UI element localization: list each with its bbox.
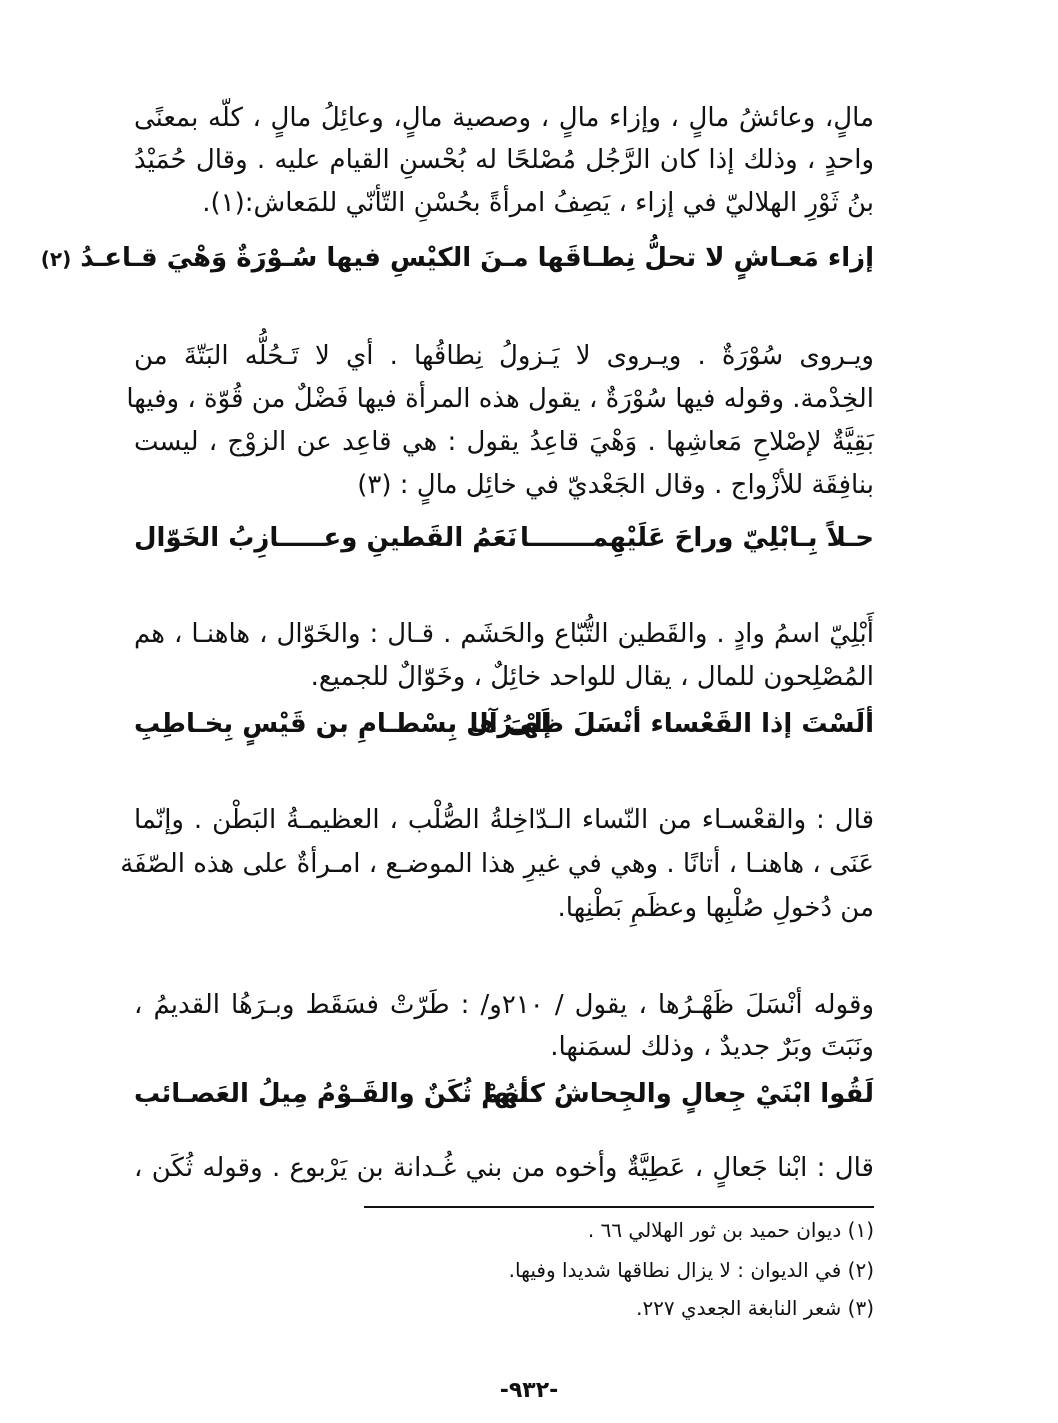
footnote: (٢) في الديوان : لا يزال نطاقها شديدا وفيها. xyxy=(508,1258,874,1282)
text-line: من دُخولِ صُلْبِها وعظَمِ بَطْنِها. xyxy=(557,893,874,923)
text-line: قال : والقعْسـاء من النّساء الـدّاخِلةُ الصُّلْب ، العظيمـةُ البَطْن . وإنّما xyxy=(134,805,874,835)
footnote-separator xyxy=(364,1206,874,1208)
verse-first-hemistich: لَقُوا ابْنَيْ جِعالٍ والجِحاشُ كأنها xyxy=(483,1079,874,1109)
verse-second-hemistich: إلىَ آل بِسْطـامِ بن قَيْسٍ بِخـاطِبِ xyxy=(134,709,552,739)
page-number: -٩٣٢- xyxy=(499,1378,559,1403)
footnote: (٣) شعر النابغة الجعدي ٢٢٧. xyxy=(636,1296,874,1320)
text-line: أَبْلِيّ اسمُ وادٍ . والقَطين التُّبّاع والحَشَم . قـال : والخَوّال ، هاهنـا ، هم xyxy=(134,619,874,649)
text-line: ونَبَتَ وبَرٌ جديدٌ ، وذلك لسمَنها. xyxy=(550,1032,874,1062)
footnote: (١) ديوان حميد بن ثور الهلالي ٦٦ . xyxy=(587,1218,874,1242)
text-line: واحدٍ ، وذلك إذا كان الرَّجُل مُصْلحًا له بُحْسنِ القيام عليه . وقال حُمَيْدُ xyxy=(134,145,874,175)
poetry-verse xyxy=(134,516,874,560)
text-line: مالٍ، وعائشُ مالٍ ، وإزاء مالٍ ، وصصية مالٍ، وعائِلُ مالٍ ، كلّه بمعنًى xyxy=(134,103,874,133)
verse-first-hemistich: ألَسْتَ إذا القَعْساء أنْسَلَ ظَهْـرُها xyxy=(469,709,874,739)
text-line: قال : ابْنا جَعالٍ ، عَطِيَّةٌ وأخوه من بني غُـدانة بن يَرْبوع . وقوله ثُكَن ، xyxy=(134,1153,874,1183)
verse-first-hemistich: إزاء مَعـاشٍ لا تحلُّ نِطـاقَها مـنَ الكيْسِ فيها سُـوْرَةٌ وَهْيَ قـاعـدُ (٢) xyxy=(40,243,874,273)
text-line: وقوله أنْسَلَ ظَهْـرُها ، يقول / ٢١٠و/ : طَرّتْ فسَقَط وبـرَهُا القديمُ ، xyxy=(134,990,874,1020)
text-line: ويـروى سُوْرَةٌ . ويـروى لا يَـزولُ نِطاقُها . أي لا تَـحُلُّه البَتّةَ من xyxy=(134,341,874,371)
poetry-verse xyxy=(40,236,874,280)
text-line: بنُ ثَوْرِ الهلاليّ في إزاء ، يَصِفُ امرأةً بحُسْنِ التّأنّي للمَعاش:(١). xyxy=(202,188,874,218)
poetry-verse xyxy=(134,702,874,746)
text-line: بَقِيَّةٌ لإصْلاحِ مَعاشِها . وَهْيَ قاعِدُ يقول : هي قاعِد عن الزوْج ، ليست xyxy=(134,427,874,457)
text-line: المُصْلِحون للمال ، يقال للواحد خائِلٌ ، وخَوّالٌ للجميع. xyxy=(310,662,874,692)
poetry-verse xyxy=(134,1072,874,1116)
text-line: عَنَى ، هاهنـا ، أتانًا . وهي في غيرِ هذا الموضـع ، امـرأةٌ على هذه الصّفَة xyxy=(120,849,874,879)
text-line: الخِدْمة. وقوله فيها سُوْرَةٌ ، يقول هذه المرأة فيها فَضْلٌ من قُوّة ، وفيها xyxy=(126,384,874,414)
verse-second-hemistich: لهُمْ ثُكَنٌ والقَـوْمُ مِيلُ العَصـائب xyxy=(134,1079,529,1109)
text-line: بنافِقَة للأزْواج . وقال الجَعْديّ في خائِل مالٍ : (٣) xyxy=(357,470,874,500)
footnote-marker: (٢) xyxy=(40,247,72,271)
verse-second-hemistich: نَعَمُ القَطينِ وعـــــازِبُ الخَوّال xyxy=(134,523,518,553)
verse-first-hemistich: حـلاً بِـابْلِيّ وراحَ عَلَيْهِمـــــــا xyxy=(520,523,874,553)
